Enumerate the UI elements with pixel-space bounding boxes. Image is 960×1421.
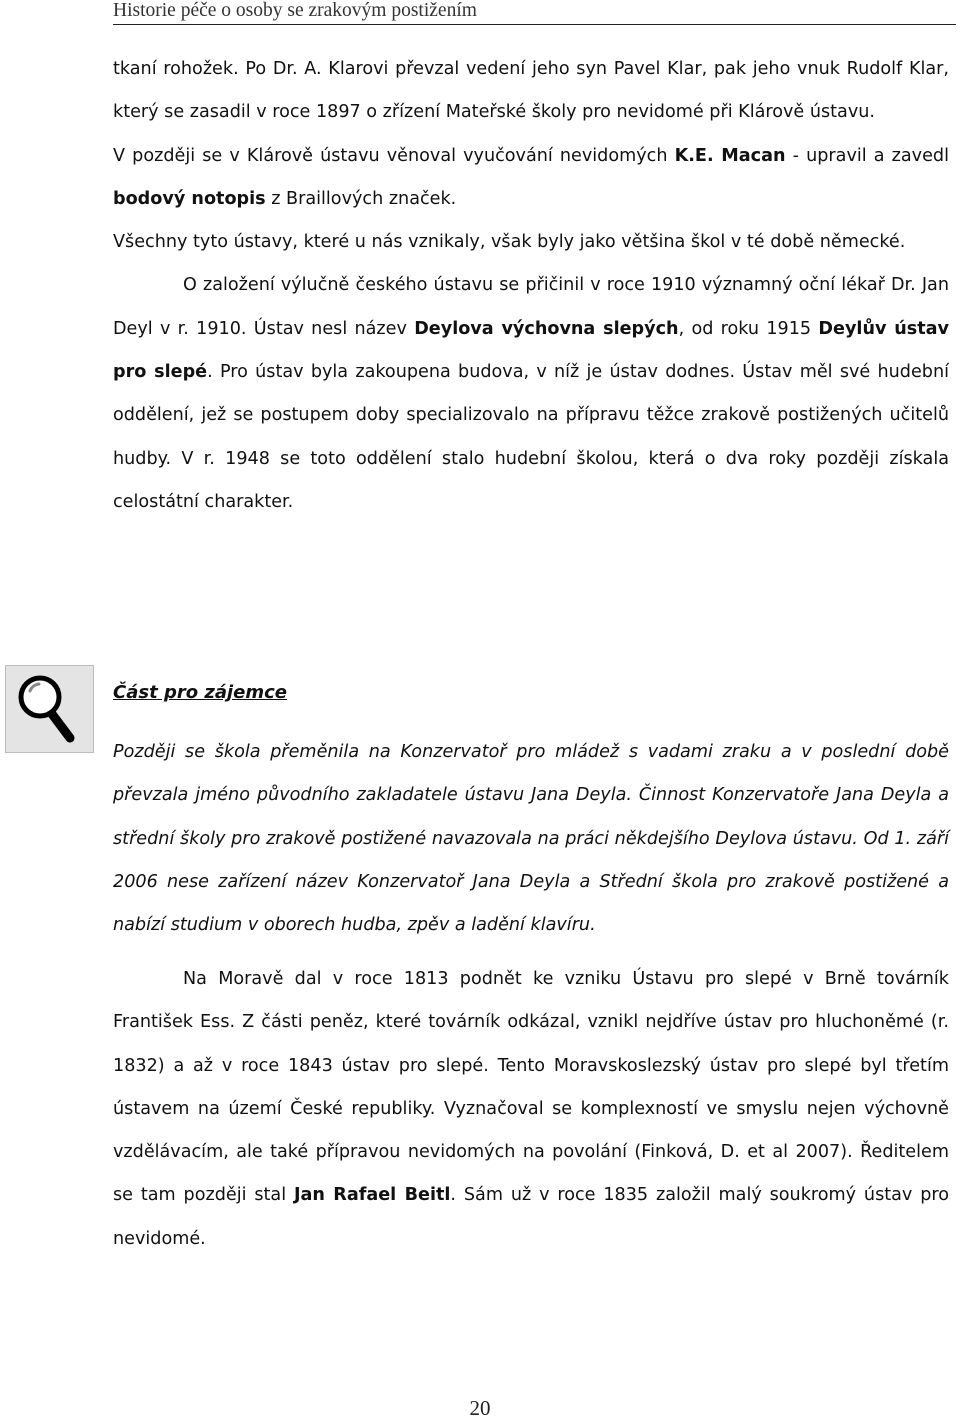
aside-text-block — [113, 731, 949, 947]
main-text-bottom — [113, 958, 949, 1261]
paragraph-macan: V později se v Klárově ústavu věnoval vyučování nevidomých K.E. Macan - upravil a zavedl bodový notopis z Braillových značek. — [113, 145, 949, 209]
main-text-top — [113, 48, 949, 524]
bold-beitl: Jan Rafael Beitl — [293, 1185, 451, 1206]
page-number: 20 — [469, 1396, 491, 1420]
paragraph-german-schools: Všechny tyto ústavy, které u nás vznikaly, však byly jako většina škol v té době německé. — [113, 232, 906, 253]
paragraph-klar: tkaní rohožek. Po Dr. A. Klarovi převzal vedení jeho syn Pavel Klar, pak jeho vnuk Rudolf Klar, který se zasadil v roce 1897 o zřízení Mateřské školy pro nevidomé při Klárově ústavu. — [113, 59, 949, 123]
bold-macan: K.E. Macan — [674, 145, 786, 166]
magnifier-icon — [6, 666, 93, 752]
aside-title: Část pro zájemce — [113, 682, 287, 703]
paragraph-deyl: O založení výlučně českého ústavu se přičinil v roce 1910 významný oční lékař Dr. Jan Deyl v r. 1910. Ústav nesl název Deylova výchovna slepých, od roku 1915 Deylův ústav pro slepé. Pro ústav byla zakoupena budova, v níž je ústav dodnes. Ústav měl své hudební oddělení, jež se postupem doby specializovalo na přípravu těžce zrakově postižených učitelů hudby. V r. 1948 se toto oddělení stalo hudební školou, která o dva roky později získala celostátní charakter. — [113, 275, 949, 512]
running-header: Historie péče o osoby se zrakovým postižením — [113, 0, 956, 25]
paragraph-morava: Na Moravě dal v roce 1813 podnět ke vzniku Ústavu pro slepé v Brně továrník František Ess. Z části peněz, které továrník odkázal, vznikl nejdříve ústav pro hluchoněmé (r. 1832) a až v roce 1843 ústav pro slepé. Tento Moravskoslezský ústav pro slepé byl třetím ústavem na území České republiky. Vyznačoval se komplexností ve smyslu nejen výchovně vzdělávacím, ale také přípravou nevidomých na povolání (Finková, D. et al 2007). Ředitelem se tam později stal Jan Rafael Beitl. Sám už v roce 1835 založil malý soukromý ústav pro nevidomé. — [113, 969, 949, 1249]
bold-deyluv-ustav: Deylův ústav pro slepé — [113, 318, 949, 383]
bold-deylova-vychovna: Deylova výchovna slepých — [414, 318, 679, 339]
bold-notopis: bodový notopis — [113, 188, 266, 209]
aside-paragraph: Později se škola přeměnila na Konzervatoř pro mládež s vadami zraku a v poslední době převzala jméno původního zakladatele ústavu Jana Deyla. Činnost Konzervatoře Jana Deyla a střední školy pro zrakově postižené navazovala na práci někdejšího Deylova ústavu. Od 1. září 2006 nese zařízení název Konzervatoř Jana Deyla a Střední škola pro zrakově postižené a nabízí studium v oborech hudba, zpěv a ladění klavíru. — [113, 742, 949, 936]
magnifier-icon-box — [5, 665, 94, 753]
